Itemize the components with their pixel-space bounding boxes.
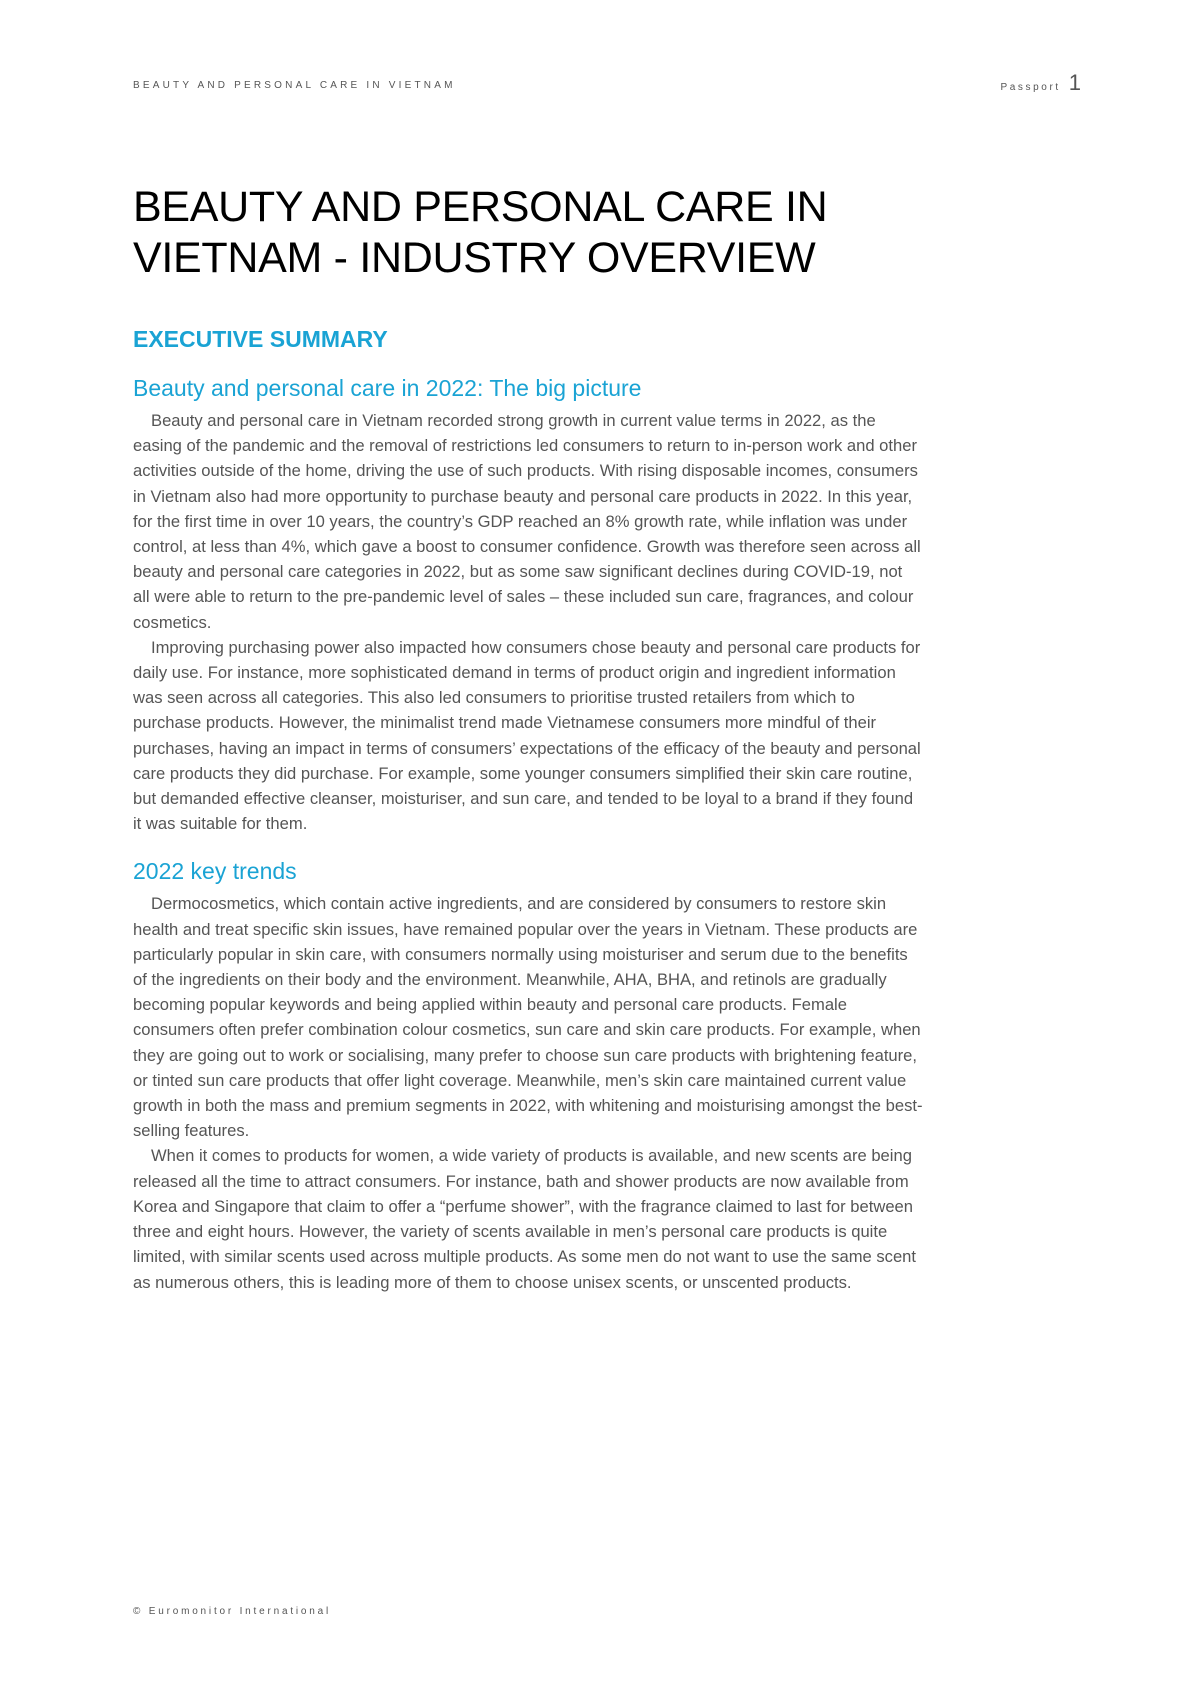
main-content [133,326,923,1295]
paragraph: Improving purchasing power also impacted how consumers chose beauty and personal care products for daily use. For instance, more sophisticated demand in terms of product origin and ingredient information was seen across all categories. This also led consumers to prioritise trusted retailers from which to purchase products. However, the minimalist trend made Vietnamese consumers more mindful of their purchases, having an impact in terms of consumers’ expectations of the efficacy of the beauty and personal care products they did purchase. For example, some younger consumers simplified their skin care routine, but demanded effective cleanser, moisturiser, and sun care, and tended to be loyal to a brand if they found it was suitable for them. [133,637,921,834]
title-line-2: VIETNAM - INDUSTRY OVERVIEW [133,234,816,282]
executive-summary-heading: EXECUTIVE SUMMARY [133,326,388,352]
paragraph: Dermocosmetics, which contain active ingredients, and are considered by consumers to restore skin health and treat specific skin issues, have remained popular over the years in Vietnam. These products are particularly popular in skin care, with consumers normally using moisturiser and serum due to the benefits of the ingredients on their body and the environment. Meanwhile, AHA, BHA, and retinols are gradually becoming popular keywords and being applied within beauty and personal care products. Female consumers often prefer combination colour cosmetics, sun care and skin care products. For example, when they are going out to work or socialising, many prefer to choose sun care products with brightening feature, or tinted sun care products that offer light coverage. Meanwhile, men’s skin care maintained current value growth in both the mass and premium segments in 2022, with whitening and moisturising amongst the best-selling features. [133,894,923,1141]
document-title [133,182,933,284]
paragraph: When it comes to products for women, a wide variety of products is available, and new scents are being released all the time to attract consumers. For instance, bath and shower products are now available from Korea and Singapore that claim to offer a “perfume shower”, with the fragrance claimed to last for between three and eight hours. However, the variety of scents available in men’s personal care products is quite limited, with similar scents used across multiple products. As some men do not want to use the same scent as numerous others, this is leading more of them to choose unisex scents, or unscented products. [133,1146,917,1292]
running-header: BEAUTY AND PERSONAL CARE IN VIETNAM [133,80,456,91]
publication-label: Passport [1000,82,1061,93]
title-line-1: BEAUTY AND PERSONAL CARE IN [133,183,828,231]
section-heading: Beauty and personal care in 2022: The big picture [133,375,642,401]
section-key-trends [133,858,923,1294]
page-number: 1 [1068,70,1081,95]
page-header-right [1000,70,1081,96]
footer-copyright: © Euromonitor International [133,1606,332,1617]
paragraph: Beauty and personal care in Vietnam recorded strong growth in current value terms in 2022, as the easing of the pandemic and the removal of restrictions led consumers to return to in-person work and other activities outside of the home, driving the use of such products. With rising disposable incomes, consumers in Vietnam also had more opportunity to purchase beauty and personal care products in 2022. In this year, for the first time in over 10 years, the country’s GDP reached an 8% growth rate, while inflation was under control, at less than 4%, which gave a boost to consumer confidence. Growth was therefore seen across all beauty and personal care categories in 2022, but as some saw significant declines during COVID-19, not all were able to return to the pre-pandemic level of sales – these included sun care, fragrances, and colour cosmetics. [133,411,921,632]
section-big-picture [133,375,923,836]
section-heading: 2022 key trends [133,858,297,885]
